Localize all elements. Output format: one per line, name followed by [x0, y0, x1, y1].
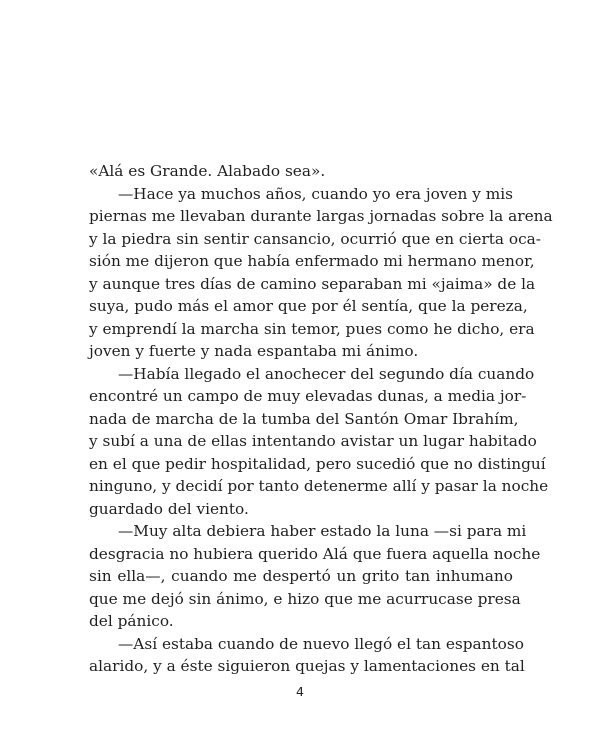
text-line: en el que pedir hospitalidad, pero sucedió que no distinguí	[89, 454, 546, 473]
text-line: alarido, y a éste siguieron quejas y lamentaciones en tal	[89, 657, 525, 675]
text-line: encontré un campo de muy elevadas dunas, a media jor-	[89, 387, 527, 405]
body-text	[89, 160, 553, 678]
text-line: nada de marcha de la tumba del Santón Omar Ibrahím,	[89, 409, 519, 428]
text-line: joven y fuerte y nada espantaba mi ánimo.	[89, 342, 419, 360]
text-line: ninguno, y decidí por tanto detenerme allí y pasar la noche	[89, 477, 549, 495]
text-line: y subí a una de ellas intentando avistar un lugar habitado	[89, 432, 537, 450]
text-line: que me dejó sin ánimo, e hizo que me acurrucase presa	[89, 589, 521, 608]
page-number: 4	[296, 684, 304, 699]
text-line: —Había llegado el anochecer del segundo día cuando	[118, 364, 535, 383]
text-line: sión me dijeron que había enfermado mi hermano menor,	[89, 252, 535, 270]
text-line: —Muy alta debiera haber estado la luna —si para mi	[118, 522, 527, 540]
text-line: «Alá es Grande. Alabado sea».	[89, 162, 326, 180]
text-line: —Hace ya muchos años, cuando yo era joven y mis	[118, 184, 513, 203]
text-line: piernas me llevaban durante largas jornadas sobre la arena	[89, 207, 553, 225]
text-line: sin ella—, cuando me despertó un grito tan inhumano	[89, 567, 513, 585]
text-line: del pánico.	[89, 612, 174, 630]
text-line: y aunque tres días de camino separaban mi «jaima» de la	[89, 274, 536, 293]
text-line: y emprendí la marcha sin temor, pues como he dicho, era	[89, 319, 535, 338]
text-line: —Así estaba cuando de nuevo llegó el tan espantoso	[118, 634, 524, 653]
text-line: desgracia no hubiera querido Alá que fuera aquella noche	[89, 544, 541, 563]
text-line: y la piedra sin sentir cansancio, ocurrió que en cierta oca-	[89, 229, 541, 248]
text-line: suya, pudo más el amor que por él sentía, que la pereza,	[89, 297, 528, 315]
text-line: guardado del viento.	[89, 499, 249, 518]
